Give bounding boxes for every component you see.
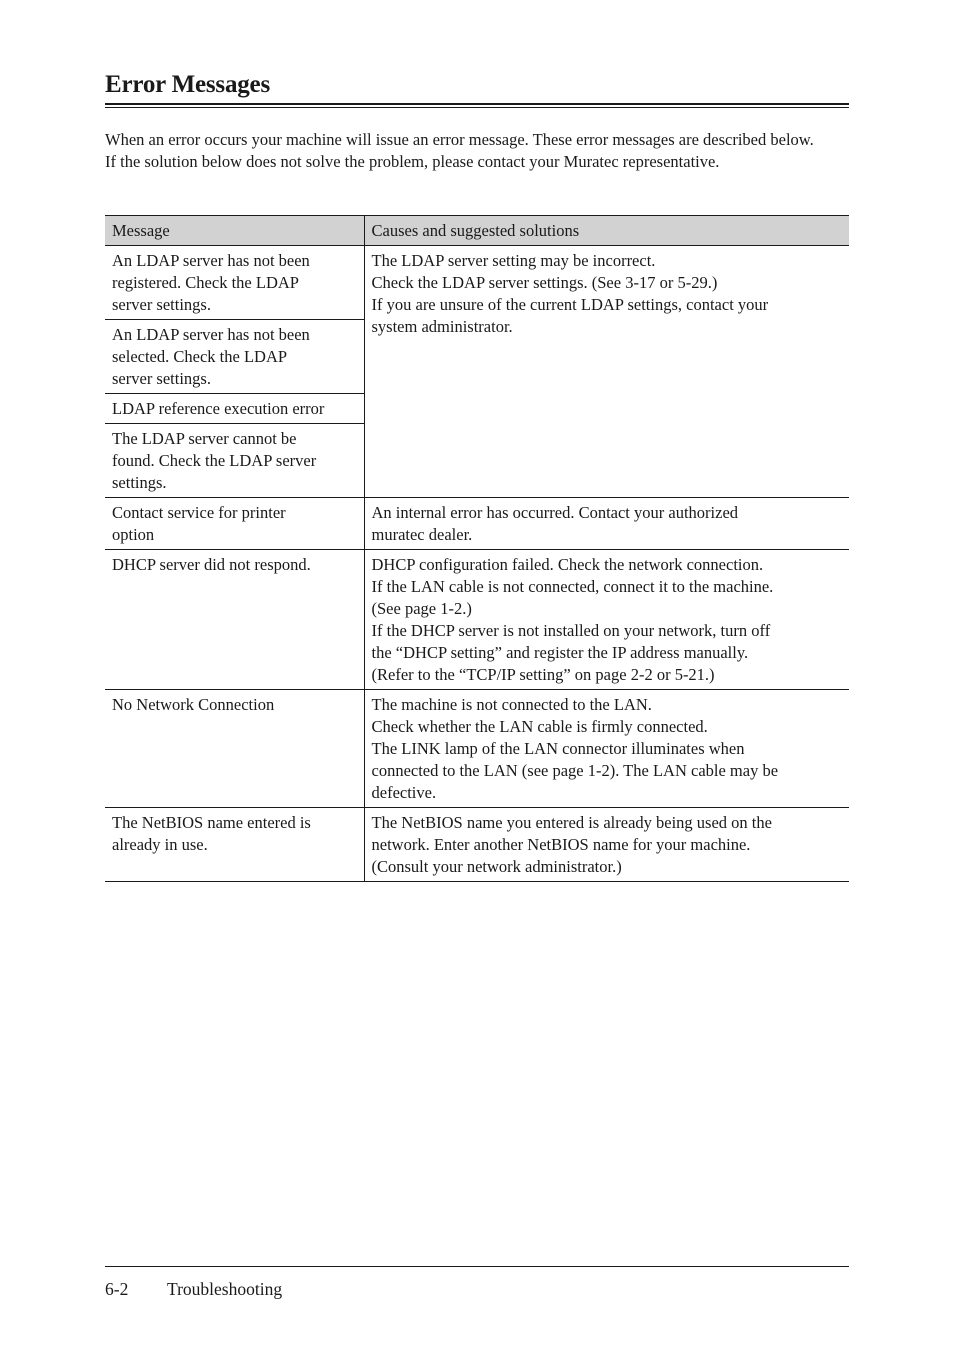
cause-line: (See page 1-2.) bbox=[371, 599, 472, 618]
page-title: Error Messages bbox=[105, 71, 270, 98]
title-rule bbox=[105, 103, 849, 105]
cause-line: connected to the LAN (see page 1-2). The LAN cable may be bbox=[371, 761, 779, 780]
message-line: Contact service for printer bbox=[112, 503, 286, 522]
cause-line: The NetBIOS name you entered is already being used on the bbox=[371, 813, 772, 832]
intro-text bbox=[105, 129, 849, 173]
cause-line: (Refer to the “TCP/IP setting” on page 2-2 or 5-21.) bbox=[371, 665, 715, 684]
message-line: An LDAP server has not been bbox=[112, 251, 310, 270]
message-line: LDAP reference execution error bbox=[112, 399, 325, 418]
cause-line: An internal error has occurred. Contact your authorized bbox=[371, 503, 739, 522]
cause-line: defective. bbox=[371, 783, 437, 802]
column-header-message: Message bbox=[105, 216, 364, 246]
cause-line: The LDAP server setting may be incorrect. bbox=[371, 251, 656, 270]
cause-line: The LINK lamp of the LAN connector illuminates when bbox=[371, 739, 745, 758]
message-cell bbox=[105, 394, 364, 424]
message-cell bbox=[105, 246, 364, 320]
column-header-cause: Causes and suggested solutions bbox=[364, 216, 849, 246]
table-row bbox=[105, 808, 849, 882]
cause-line: system administrator. bbox=[371, 317, 513, 336]
cause-line: If you are unsure of the current LDAP settings, contact your bbox=[371, 295, 769, 314]
message-line: registered. Check the LDAP bbox=[112, 273, 299, 292]
message-cell bbox=[105, 320, 364, 394]
cause-line: DHCP configuration failed. Check the network connection. bbox=[371, 555, 764, 574]
message-line: selected. Check the LDAP bbox=[112, 347, 288, 366]
message-line: server settings. bbox=[112, 369, 211, 388]
message-cell bbox=[105, 690, 364, 808]
title-rule-thin bbox=[105, 107, 849, 108]
message-line: An LDAP server has not been bbox=[112, 325, 310, 344]
message-cell bbox=[105, 550, 364, 690]
cause-line: muratec dealer. bbox=[371, 525, 473, 544]
table-row bbox=[105, 246, 849, 320]
table-row bbox=[105, 690, 849, 808]
message-line: already in use. bbox=[112, 835, 208, 854]
message-cell bbox=[105, 498, 364, 550]
cause-line: Check the LDAP server settings. (See 3-17 or 5-29.) bbox=[371, 273, 718, 292]
cause-line: Check whether the LAN cable is firmly connected. bbox=[371, 717, 708, 736]
message-cell bbox=[105, 424, 364, 498]
message-line: settings. bbox=[112, 473, 167, 492]
message-line: The LDAP server cannot be bbox=[112, 429, 297, 448]
message-line: DHCP server did not respond. bbox=[112, 555, 311, 574]
page-footer bbox=[105, 1278, 282, 1300]
cause-cell bbox=[364, 246, 849, 498]
message-cell bbox=[105, 808, 364, 882]
message-line: server settings. bbox=[112, 295, 211, 314]
intro-paragraph: When an error occurs your machine will issue an error message. These error messages are described below. bbox=[105, 130, 814, 149]
message-line: No Network Connection bbox=[112, 695, 275, 714]
intro-paragraph: If the solution below does not solve the problem, please contact your Muratec representative. bbox=[105, 152, 720, 171]
footer-rule bbox=[105, 1266, 849, 1267]
table-row bbox=[105, 550, 849, 690]
cause-line: (Consult your network administrator.) bbox=[371, 857, 622, 876]
message-line: The NetBIOS name entered is bbox=[112, 813, 311, 832]
cause-line: If the LAN cable is not connected, connect it to the machine. bbox=[371, 577, 774, 596]
cause-cell bbox=[364, 550, 849, 690]
cause-line: the “DHCP setting” and register the IP address manually. bbox=[371, 643, 749, 662]
cause-line: If the DHCP server is not installed on your network, turn off bbox=[371, 621, 771, 640]
message-line: found. Check the LDAP server bbox=[112, 451, 317, 470]
page-number: 6-2 bbox=[105, 1279, 129, 1299]
table-row bbox=[105, 498, 849, 550]
cause-cell bbox=[364, 690, 849, 808]
cause-cell bbox=[364, 808, 849, 882]
cause-line: network. Enter another NetBIOS name for your machine. bbox=[371, 835, 751, 854]
table-header-row bbox=[105, 216, 849, 246]
section-name: Troubleshooting bbox=[167, 1279, 283, 1299]
error-messages-table bbox=[105, 215, 849, 882]
cause-cell bbox=[364, 498, 849, 550]
message-line: option bbox=[112, 525, 155, 544]
cause-line: The machine is not connected to the LAN. bbox=[371, 695, 652, 714]
